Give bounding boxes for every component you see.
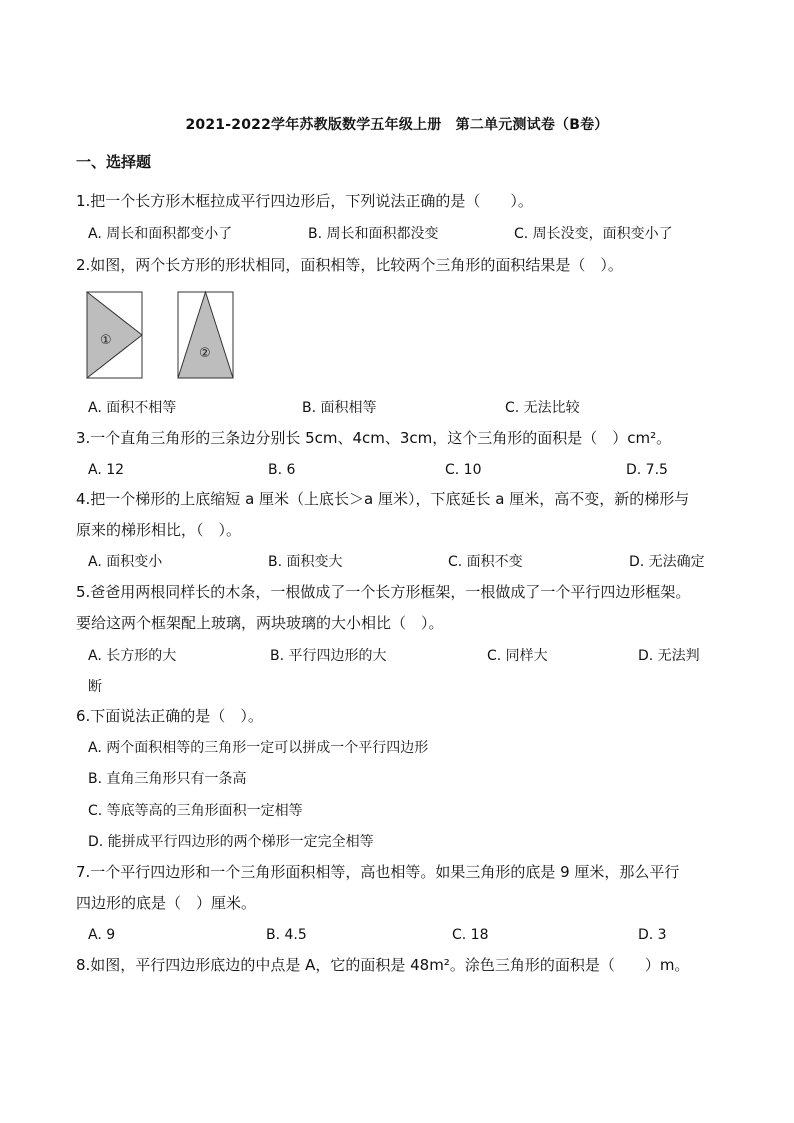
q2-option-c[interactable]: C. 无法比较 xyxy=(505,400,580,416)
q5-option-b[interactable]: B. 平行四边形的大 xyxy=(270,648,387,664)
question-2-text: 2.如图，两个长方形的形状相同，面积相等，比较两个三角形的面积结果是（ ）。 xyxy=(76,256,623,274)
q1-option-c[interactable]: C. 周长没变，面积变小了 xyxy=(514,226,673,242)
q7-option-b[interactable]: B. 4.5 xyxy=(266,927,307,943)
q7-option-d[interactable]: D. 3 xyxy=(638,927,667,943)
q4-option-b[interactable]: B. 面积变大 xyxy=(268,554,343,570)
q6-option-c[interactable]: C. 等底等高的三角形面积一定相等 xyxy=(88,803,303,819)
q5-option-d-wrap: 断 xyxy=(88,679,102,695)
section-heading: 一、选择题 xyxy=(76,153,152,171)
triangle-1-label: ① xyxy=(100,333,112,348)
page-title: 2021-2022学年苏教版数学五年级上册 第二单元测试卷（B卷） xyxy=(185,117,609,133)
q3-option-a[interactable]: A. 12 xyxy=(88,462,125,478)
q4-option-a[interactable]: A. 面积变小 xyxy=(88,554,163,570)
q1-option-a[interactable]: A. 周长和面积都变小了 xyxy=(88,226,233,242)
question-3-text: 3.一个直角三角形的三条边分别长 5cm、4cm、3cm，这个三角形的面积是（ ）cm²。 xyxy=(76,429,672,447)
q7-option-c[interactable]: C. 18 xyxy=(452,927,489,943)
q2-option-a[interactable]: A. 面积不相等 xyxy=(88,400,177,416)
question-5-text-line1: 5.爸爸用两根同样长的木条，一根做成了一个长方形框架，一根做成了一个平行四边形框架。 xyxy=(76,583,691,601)
triangle-1 xyxy=(87,292,142,378)
q2-figure xyxy=(86,290,246,382)
question-6-text: 6.下面说法正确的是（ ）。 xyxy=(76,707,263,725)
q6-option-b[interactable]: B. 直角三角形只有一条高 xyxy=(88,771,247,787)
triangle-2 xyxy=(178,292,233,378)
q5-option-d[interactable]: D. 无法判 xyxy=(638,648,700,664)
q1-option-b[interactable]: B. 周长和面积都没变 xyxy=(308,226,439,242)
q6-option-a[interactable]: A. 两个面积相等的三角形一定可以拼成一个平行四边形 xyxy=(88,740,429,756)
question-5-text-line2: 要给这两个框架配上玻璃，两块玻璃的大小相比（ ）。 xyxy=(76,614,444,632)
q6-option-d[interactable]: D. 能拼成平行四边形的两个梯形一定完全相等 xyxy=(88,834,374,850)
question-1-text: 1.把一个长方形木框拉成平行四边形后，下列说法正确的是（ ）。 xyxy=(76,192,533,210)
question-4-text-line2: 原来的梯形相比，（ ）。 xyxy=(76,521,242,539)
q5-option-a[interactable]: A. 长方形的大 xyxy=(88,648,177,664)
q3-option-d[interactable]: D. 7.5 xyxy=(626,462,668,478)
question-7-text-line2: 四边形的底是（ ）厘米。 xyxy=(76,894,257,912)
q2-option-b[interactable]: B. 面积相等 xyxy=(302,400,377,416)
triangle-2-label: ② xyxy=(199,346,211,361)
q5-option-c[interactable]: C. 同样大 xyxy=(487,648,548,664)
question-8-text: 8.如图，平行四边形底边的中点是 A，它的面积是 48m²。涂色三角形的面积是（ ）m。 xyxy=(76,956,690,974)
q4-option-c[interactable]: C. 面积不变 xyxy=(448,554,523,570)
q4-option-d[interactable]: D. 无法确定 xyxy=(629,554,705,570)
q7-option-a[interactable]: A. 9 xyxy=(88,927,116,943)
question-7-text-line1: 7.一个平行四边形和一个三角形面积相等，高也相等。如果三角形的底是 9 厘米，那么平行 xyxy=(76,863,680,881)
q3-option-b[interactable]: B. 6 xyxy=(268,462,296,478)
q3-option-c[interactable]: C. 10 xyxy=(445,462,482,478)
q2-figure-svg xyxy=(86,290,246,382)
question-4-text-line1: 4.把一个梯形的上底缩短 a 厘米（上底长＞a 厘米），下底延长 a 厘米，高不变，新的梯形与 xyxy=(76,490,690,508)
